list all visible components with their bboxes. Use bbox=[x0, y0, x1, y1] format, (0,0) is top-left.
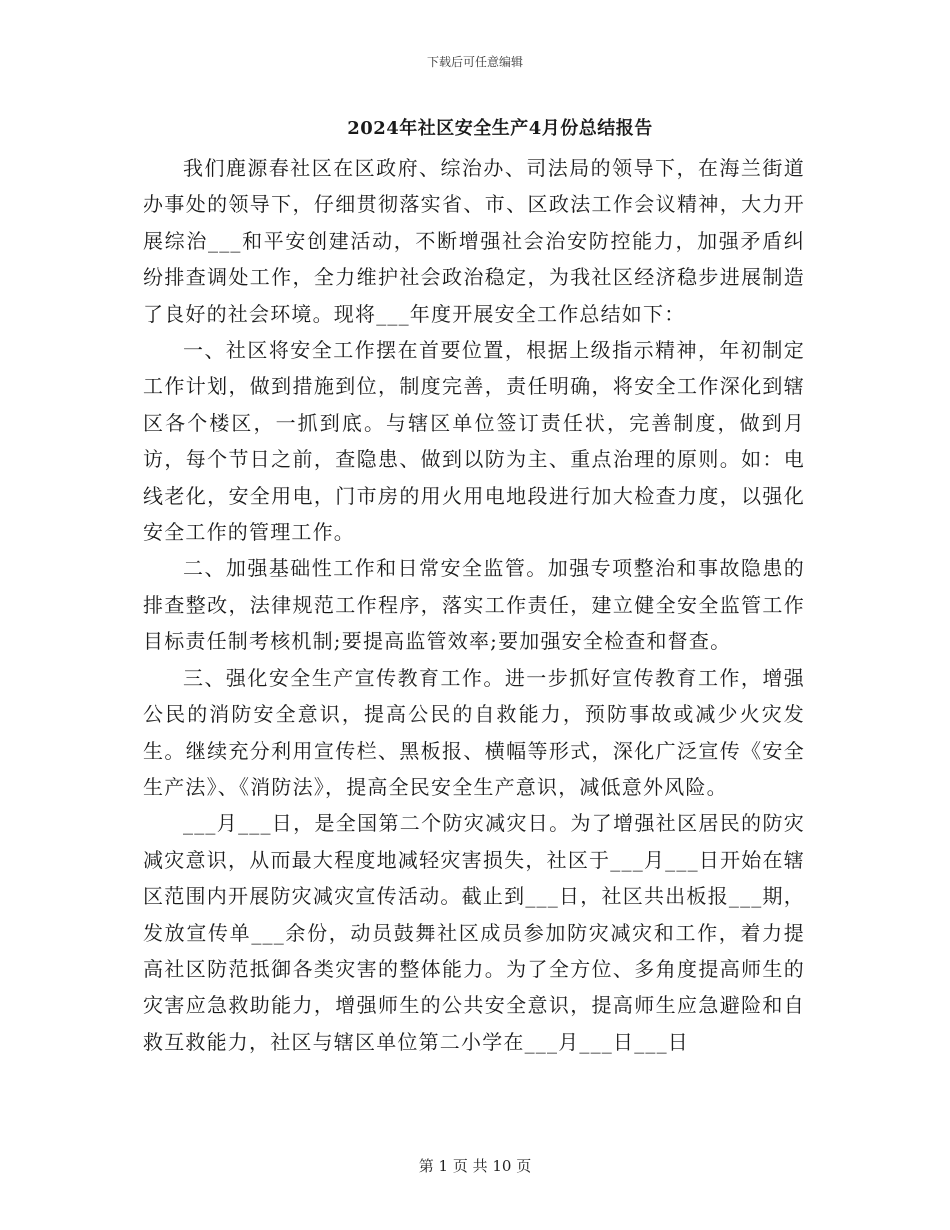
paragraph-section-3: 三、强化安全生产宣传教育工作。进一步抓好宣传教育工作，增强公民的消防安全意识，提高公民的自救能力，预防事故或减少火灾发生。继续充分利用宣传栏、黑板报、横幅等形式，深化广泛宣传《安全生产法》、《消防法》，提高全民安全生产意识，减低意外风险。 bbox=[143, 665, 805, 799]
paragraph-intro: 我们鹿源春社区在区政府、综治办、司法局的领导下，在海兰街道办事处的领导下，仔细贯彻落实省、市、区政法工作会议精神，大力开展综治___和平安创建活动，不断增强社会治安防控能力，加强矛盾纠纷排查调处工作，全力维护社会政治稳定，为我社区经济稳步进展制造了良好的社会环境。现将___年度开展安全工作总结如下： bbox=[143, 156, 805, 326]
paragraph-section-2: 二、加强基础性工作和日常安全监管。加强专项整治和事故隐患的排查整改，法律规范工作程序，落实工作责任，建立健全安全监管工作目标责任制考核机制;要提高监管效率;要加强安全检查和督查。 bbox=[143, 556, 805, 654]
document-body bbox=[143, 150, 805, 1060]
paragraph-section-1: 一、社区将安全工作摆在首要位置，根据上级指示精神，年初制定工作计划，做到措施到位，制度完善，责任明确，将安全工作深化到辖区各个楼区，一抓到底。与辖区单位签订责任状，完善制度，做到月访，每个节日之前，查隐患、做到以防为主、重点治理的原则。如：电线老化，安全用电，门市房的用火用电地段进行加大检查力度，以强化安全工作的管理工作。 bbox=[143, 338, 805, 545]
header-note: 下载后可任意编辑 bbox=[426, 55, 523, 69]
document-title: 2024年社区安全生产4月份总结报告 bbox=[347, 118, 653, 139]
page-number: 第 1 页 共 10 页 bbox=[418, 1157, 532, 1175]
paragraph-disaster-day: ___月___日，是全国第二个防灾减灾日。为了增强社区居民的防灾减灾意识，从而最大程度地减轻灾害损失，社区于___月___日开始在辖区范围内开展防灾减灾宣传活动。截止到___日，社区共出板报___期，发放宣传单___余份，动员鼓舞社区成员参加防灾减灾和工作，着力提高社区防范抵御各类灾害的整体能力。为了全方位、多角度提高师生的灾害应急救助能力，增强师生的公共安全意识，提高师生应急避险和自救互救能力，社区与辖区单位第二小学在___月___日___日 bbox=[143, 811, 805, 1054]
